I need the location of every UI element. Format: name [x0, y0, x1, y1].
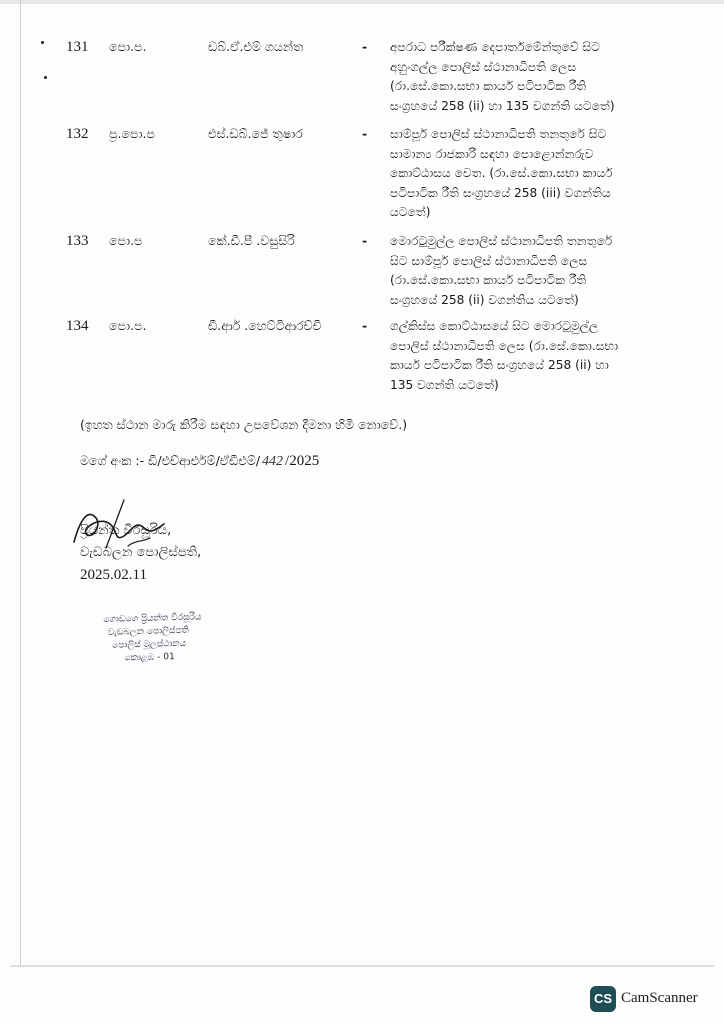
description-line: සිට සාම්පූර් පොලිස් ස්ථානාධිපති ලෙස — [390, 253, 588, 268]
row-number: 134 — [66, 318, 89, 334]
reference-handwritten-number: 442 — [262, 454, 284, 469]
row-dash: - — [362, 126, 368, 141]
description-line: ගල්කිස්ස කොට්ඨාසයේ සිට මොරටුමුල්ල — [390, 319, 599, 333]
row-rank: පො.ප. — [109, 39, 147, 54]
signatory-name: ප්‍රියන්ත වීරසූරිය, — [80, 523, 172, 538]
scan-bottom-edge — [10, 965, 714, 967]
description-line: කාර්ය පටිපාටික රීති සංග්‍රහයේ 258 (ii) හා — [390, 358, 609, 372]
row-officer-name: එස්.ඩබ්.ජේ තුෂාර — [208, 126, 303, 141]
stamp-line: කොළඹ - 01 — [124, 652, 175, 664]
row-rank: පො.ප. — [109, 318, 147, 333]
scan-speck — [41, 41, 44, 44]
reference-number — [80, 453, 319, 470]
stamp-line: වැඩබලන පොලිස්පති — [107, 625, 189, 638]
row-dash: - — [362, 39, 368, 54]
signatory-title: වැඩබලන පොලිස්පති, — [80, 545, 202, 560]
allowance-note: (ඉහත ස්ථාන මාරු කිරීම සඳහා උපවේශන දීමනා හිමි නොවේ.) — [80, 417, 408, 432]
description-line: කොට්ඨාසය වෙත. (රා.සේ.කො.සභා කාර්ය — [390, 166, 613, 180]
row-number: 132 — [66, 126, 89, 142]
description-line: 135 වගන්ති යටතේ) — [390, 377, 499, 392]
row-rank: ප්‍ර.පො.ප — [109, 126, 155, 141]
scan-top-edge — [0, 0, 724, 4]
description-line: (රා.සේ.කො.සභා කාර්ය පටිපාටික රීති — [390, 273, 587, 287]
reference-year: /2025 — [285, 453, 320, 469]
row-dash: - — [362, 233, 368, 248]
description-line: පටිපාටික රීති සංග්‍රහයේ 258 (iii) වගන්තිය — [390, 185, 611, 200]
row-officer-name: ඩී.ආර් .හෙට්ටිආරච්චි — [208, 318, 322, 333]
reference-label: මගේ අංක :- — [80, 453, 145, 468]
row-description — [390, 232, 672, 310]
description-line: පොලිස් ස්ථානාධිපති ලෙස (රා.සේ.කො.සභා — [390, 338, 619, 353]
row-description — [390, 125, 672, 223]
signatory-date: 2025.02.11 — [80, 567, 147, 583]
row-number: 131 — [66, 39, 89, 55]
scan-left-border — [20, 0, 21, 965]
description-line: මොරටුමුල්ල පොලිස් ස්ථානාධිපති තනතුරේ — [390, 234, 613, 248]
row-dash: - — [362, 318, 368, 333]
row-rank: පො.ප — [109, 233, 143, 248]
description-line: සංග්‍රහයේ 258 (ii) හා 135 වගන්ති යටතේ) — [390, 98, 615, 113]
description-line: සාමාන්‍ය රාජකාරි සඳහා පොළොන්නරුව — [390, 146, 594, 161]
row-officer-name: කේ.ඩී.පී .වසුසිරි — [208, 233, 295, 248]
camscanner-logo-icon: CS — [590, 986, 616, 1012]
scan-speck — [44, 76, 47, 79]
description-line: සාම්පූර් පොලිස් ස්ථානාධිපති තනතුරේ සිට — [390, 127, 607, 141]
reference-prefix: ඩී/එච්ආර්එම්/ඒඩීඑම්/ — [148, 453, 261, 468]
camscanner-text: CamScanner — [621, 990, 698, 1006]
description-line: (රා.සේ.කො.සභා කාර්ය පටිපාටික රීති — [390, 79, 587, 93]
row-description — [390, 38, 672, 116]
row-number: 133 — [66, 233, 89, 249]
stamp-line: ගොඩගෙ ප්‍රියන්ත වීරසූරිය — [103, 612, 202, 625]
official-stamp — [103, 610, 254, 670]
signatory-block — [80, 520, 201, 586]
row-officer-name: ඩබ්.ඒ.එම් ගයන්ත — [208, 39, 304, 54]
description-line: අපරාධ පරීක්ෂණ දෙපාර්තමේන්තුවේ සිට — [390, 40, 600, 54]
description-line: සංග්‍රහයේ 258 (ii) වගන්තිය යටතේ) — [390, 292, 579, 307]
description-line: යටතේ) — [390, 205, 431, 219]
stamp-line: පොලිස් මූලස්ථානය — [111, 638, 187, 651]
camscanner-watermark — [590, 986, 710, 1014]
row-description — [390, 317, 672, 395]
description-line: අහුංගල්ල පොලිස් ස්ථානාධිපති ලෙස — [390, 59, 577, 74]
